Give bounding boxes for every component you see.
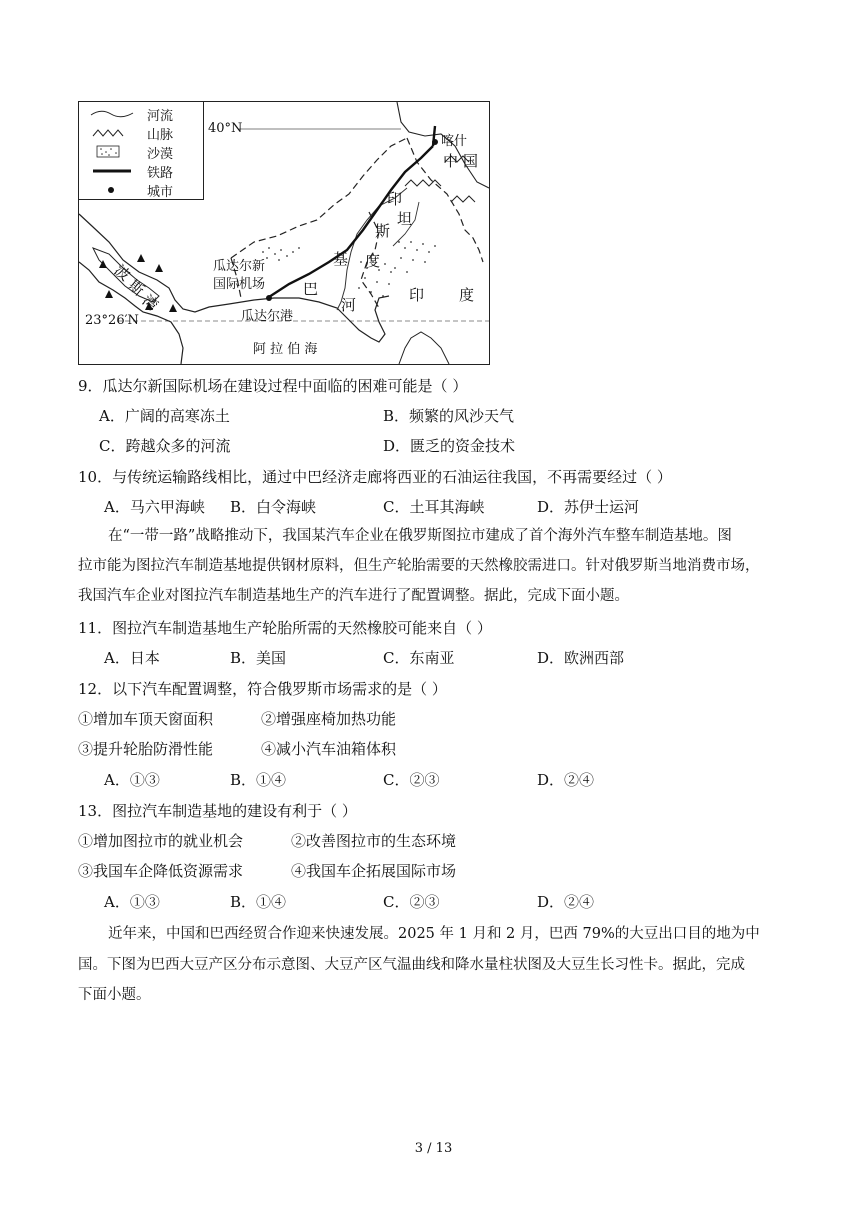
label-pakistan-3: 斯 xyxy=(375,222,391,240)
q13-item-3: ③我国车企降低资源需求 xyxy=(78,862,244,880)
q12-option-c: C．②③ xyxy=(383,771,440,789)
page-number: 3 / 13 xyxy=(414,1141,453,1156)
label-pakistan-4: 坦 xyxy=(397,210,413,228)
passage2-line3: 下面小题。 xyxy=(78,987,151,1003)
q12-item-2: ②增强座椅加热功能 xyxy=(261,710,397,728)
q11-option-a: A．日本 xyxy=(104,649,160,667)
q10-option-c: C．土耳其海峡 xyxy=(383,498,485,516)
label-india-1: 印 xyxy=(409,286,425,304)
label-gulf-3: 湾 xyxy=(138,291,162,315)
q10-stem: 10．与传统运输路线相比，通过中巴经济走廊将西亚的石油运往我国，不再需要经过（ ） xyxy=(78,468,672,486)
q12-item-3: ③提升轮胎防滑性能 xyxy=(78,740,214,758)
label-kashgar: 喀什 xyxy=(441,134,468,149)
passage2-line2: 国。下图为巴西大豆产区分布示意图、大豆产区气温曲线和降水量柱状图及大豆生长习性卡。据此，完成 xyxy=(78,957,745,973)
kashgar-city-dot xyxy=(432,139,438,145)
label-pakistan-2: 基 xyxy=(333,250,349,268)
label-gwadar-port: 瓜达尔港 xyxy=(241,309,294,324)
q9-option-a: A．广阔的高寒冻土 xyxy=(99,407,230,425)
legend-railway: 铁路 xyxy=(147,166,174,181)
q12-item-1: ①增加车顶天窗面积 xyxy=(78,710,214,728)
passage1-line2: 拉市能为图拉汽车制造基地提供钢材原料，但生产轮胎需要的天然橡胶需进口。针对俄罗斯当地消费市场， xyxy=(78,558,760,574)
label-gulf-1: 波 xyxy=(110,261,134,285)
label-airport-1: 瓜达尔新 xyxy=(213,259,266,274)
passage1-line1: 在“一带一路”战略推动下，我国某汽车企业在俄罗斯图拉市建成了首个海外汽车整车制造基地。图 xyxy=(108,528,732,544)
passage2-line1: 近年来，中国和巴西经贸合作迎来快速发展。2025 年 1 月和 2 月，巴西 79%的大豆出口目的地为中 xyxy=(108,926,760,942)
label-indus-1: 印 xyxy=(387,190,403,208)
label-pakistan-1: 巴 xyxy=(303,280,319,298)
q13-stem: 13．图拉汽车制造基地的建设有利于（ ） xyxy=(78,802,357,820)
legend-mountain: 山脉 xyxy=(79,123,203,142)
q11-option-d: D．欧洲西部 xyxy=(537,649,625,667)
q11-option-c: C．东南亚 xyxy=(383,649,455,667)
q13-item-4: ④我国车企拓展国际市场 xyxy=(291,862,457,880)
label-gulf-2: 斯 xyxy=(124,276,148,300)
label-tropic: 23°26′N xyxy=(85,313,139,328)
label-china-2: 国 xyxy=(463,152,479,170)
map-legend xyxy=(79,102,204,200)
legend-city: 城市 xyxy=(79,180,203,199)
mountain-range xyxy=(405,180,441,186)
q12-option-b: B．①④ xyxy=(230,771,287,789)
q12-option-d: D．②④ xyxy=(537,771,595,789)
q11-option-b: B．美国 xyxy=(230,649,287,667)
q12-stem: 12．以下汽车配置调整，符合俄罗斯市场需求的是（ ） xyxy=(78,680,447,698)
q10-option-d: D．苏伊士运河 xyxy=(537,498,640,516)
q12-item-4: ④减小汽车油箱体积 xyxy=(261,740,397,758)
q13-option-d: D．②④ xyxy=(537,893,595,911)
gwadar-city-dot xyxy=(266,295,272,301)
passage1-line3: 我国汽车企业对图拉汽车制造基地生产的汽车进行了配置调整。据此，完成下面小题。 xyxy=(78,588,629,604)
label-lat-40: 40°N xyxy=(208,121,243,136)
label-airport-2: 国际机场 xyxy=(213,277,266,292)
q9-option-c: C．跨越众多的河流 xyxy=(99,437,231,455)
q9-option-d: D．匮乏的资金技术 xyxy=(383,437,516,455)
q13-item-2: ②改善图拉市的生态环境 xyxy=(291,832,457,850)
q10-option-a: A．马六甲海峡 xyxy=(104,498,205,516)
label-indus-3: 河 xyxy=(341,296,357,314)
q12-option-a: A．①③ xyxy=(104,771,160,789)
q9-option-b: B．频繁的风沙天气 xyxy=(383,407,515,425)
label-arabian-sea: 阿 拉 伯 海 xyxy=(253,342,318,357)
label-china-1: 中 xyxy=(443,152,459,170)
q13-option-c: C．②③ xyxy=(383,893,440,911)
q11-stem: 11．图拉汽车制造基地生产轮胎所需的天然橡胶可能来自（ ） xyxy=(78,619,492,637)
q13-item-1: ①增加图拉市的就业机会 xyxy=(78,832,244,850)
q10-option-b: B．白令海峡 xyxy=(230,498,317,516)
legend-river: 河流 xyxy=(79,104,203,123)
q9-stem: 9．瓜达尔新国际机场在建设过程中面临的困难可能是（ ） xyxy=(78,377,468,395)
label-india-2: 度 xyxy=(459,286,475,304)
pakistan-corridor-map xyxy=(78,101,490,365)
q13-option-a: A．①③ xyxy=(104,893,160,911)
legend-desert: 沙漠 xyxy=(79,142,203,161)
q13-option-b: B．①④ xyxy=(230,893,287,911)
label-indus-2: 度 xyxy=(365,252,381,270)
